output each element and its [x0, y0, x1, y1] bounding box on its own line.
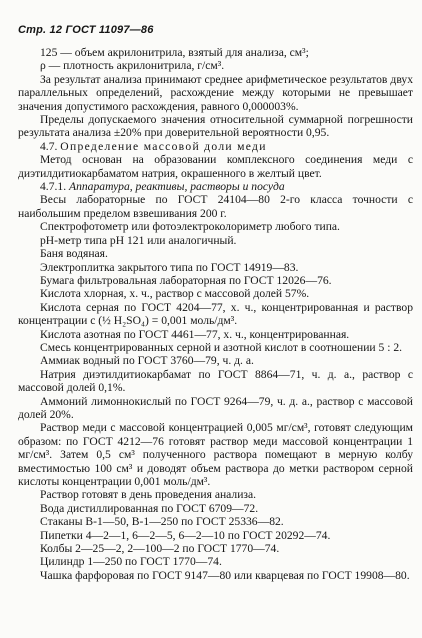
paragraph-method: Метод основан на образовании комплексного соединения меди с диэтилдитиокарбаматом натрия, окрашенного в желтый цвет.: [18, 153, 413, 180]
item-ammonium-citrate: Аммоний лимоннокислый по ГОСТ 9264—79, ч. д. а., раствор с массовой долей 20%.: [18, 394, 413, 421]
item-spectrophotometer: Спектрофотометр или фотоэлектроколориметр любого типа.: [40, 220, 340, 234]
paragraph-error-limits: Пределы допускаемого значения относительной суммарной погрешности результата анализа ±20% при доверительной вероятности 0,95.: [18, 113, 413, 140]
section-number: 4.7.: [40, 139, 58, 153]
item-filter-paper: Бумага фильтровальная лабораторная по ГОСТ 12026—76.: [40, 273, 332, 287]
item-water-bath: Баня водяная.: [40, 247, 108, 261]
formula-explanation-volume: 125 — объем акрилонитрила, взятый для анализа, см³;: [40, 46, 309, 59]
item-cylinder: Цилиндр 1—250 по ГОСТ 1770—74.: [40, 555, 222, 569]
item-sodium-carbamate: Натрия диэтилдитиокарбамат по ГОСТ 8864—71, ч. д. а., раствор с массовой долей 0,1%.: [18, 367, 413, 395]
subsection-heading: [18, 180, 413, 193]
item-perchloric-acid: Кислота хлорная, х. ч., раствор с массовой долей 57%.: [40, 287, 310, 301]
item-hotplate: Электроплитка закрытого типа по ГОСТ 14919—83.: [40, 260, 299, 274]
subsection-number: 4.7.1.: [40, 180, 67, 194]
item-ph-meter: pH-метр типа pH 121 или аналогичный.: [40, 233, 237, 247]
item-pipettes: Пипетки 4—2—1, 6—2—5, 6—2—10 по ГОСТ 20292—74.: [40, 528, 331, 542]
item-ammonia: Аммиак водный по ГОСТ 3760—79, ч. д. а.: [40, 354, 254, 368]
subsection-title: Аппаратура, реактивы, растворы и посуда: [69, 180, 285, 194]
formula-explanation-density: ρ — плотность акрилонитрила, г/см³.: [40, 59, 225, 73]
item-flasks: Колбы 2—25—2, 2—100—2 по ГОСТ 1770—74.: [40, 542, 280, 556]
item-acid-mixture: Смесь концентрированных серной и азотной кислот в соотношении 5 : 2.: [40, 340, 403, 354]
item-nitric-acid: Кислота азотная по ГОСТ 4461—77, х. ч., концентрированная.: [40, 327, 350, 341]
section-heading: [18, 140, 413, 153]
page-header: Стр. 12 ГОСТ 11097—86: [18, 24, 154, 36]
item-beakers: Стаканы В-1—50, В-1—250 по ГОСТ 25336—82.: [40, 515, 284, 529]
item-sulfuric-acid: Кислота серная по ГОСТ 4204—77, х. ч., концентрированная и раствор концентрации с (½ H₂SO₄) = 0,001 моль/дм³.: [18, 300, 413, 328]
item-scales: Весы лабораторные по ГОСТ 24104—80 2-го класса точности с наибольшим пределом взвешивания 200 г.: [18, 193, 413, 220]
item-distilled-water: Вода дистиллированная по ГОСТ 6709—72.: [40, 501, 259, 515]
paragraph-result: За результат анализа принимают среднее арифметическое результатов двух параллельных определений, расхождение между которыми не превышает значения допустимого расхождения, равного 0,000003%.: [18, 72, 413, 113]
document-body: [18, 46, 413, 582]
item-copper-solution: Раствор меди с массовой концентрацией 0,005 мг/см³, готовят следующим образом: по ГОСТ 4212—76 готовят раствор меди массовой концентрации 1 мг/см³. Затем 0,5 см³ полученного раствора помещают в мерную колбу вместимостью 100 см³ и доводят объем раствора до метки раствором серной кислоты концентрации 0,001 моль/дм³.: [18, 421, 413, 488]
item-solution-note: Раствор готовят в день проведения анализа.: [40, 488, 257, 502]
item-dish: Чашка фарфоровая по ГОСТ 9147—80 или кварцевая по ГОСТ 19908—80.: [40, 568, 410, 582]
section-title: Определение массовой доли меди: [60, 139, 267, 153]
